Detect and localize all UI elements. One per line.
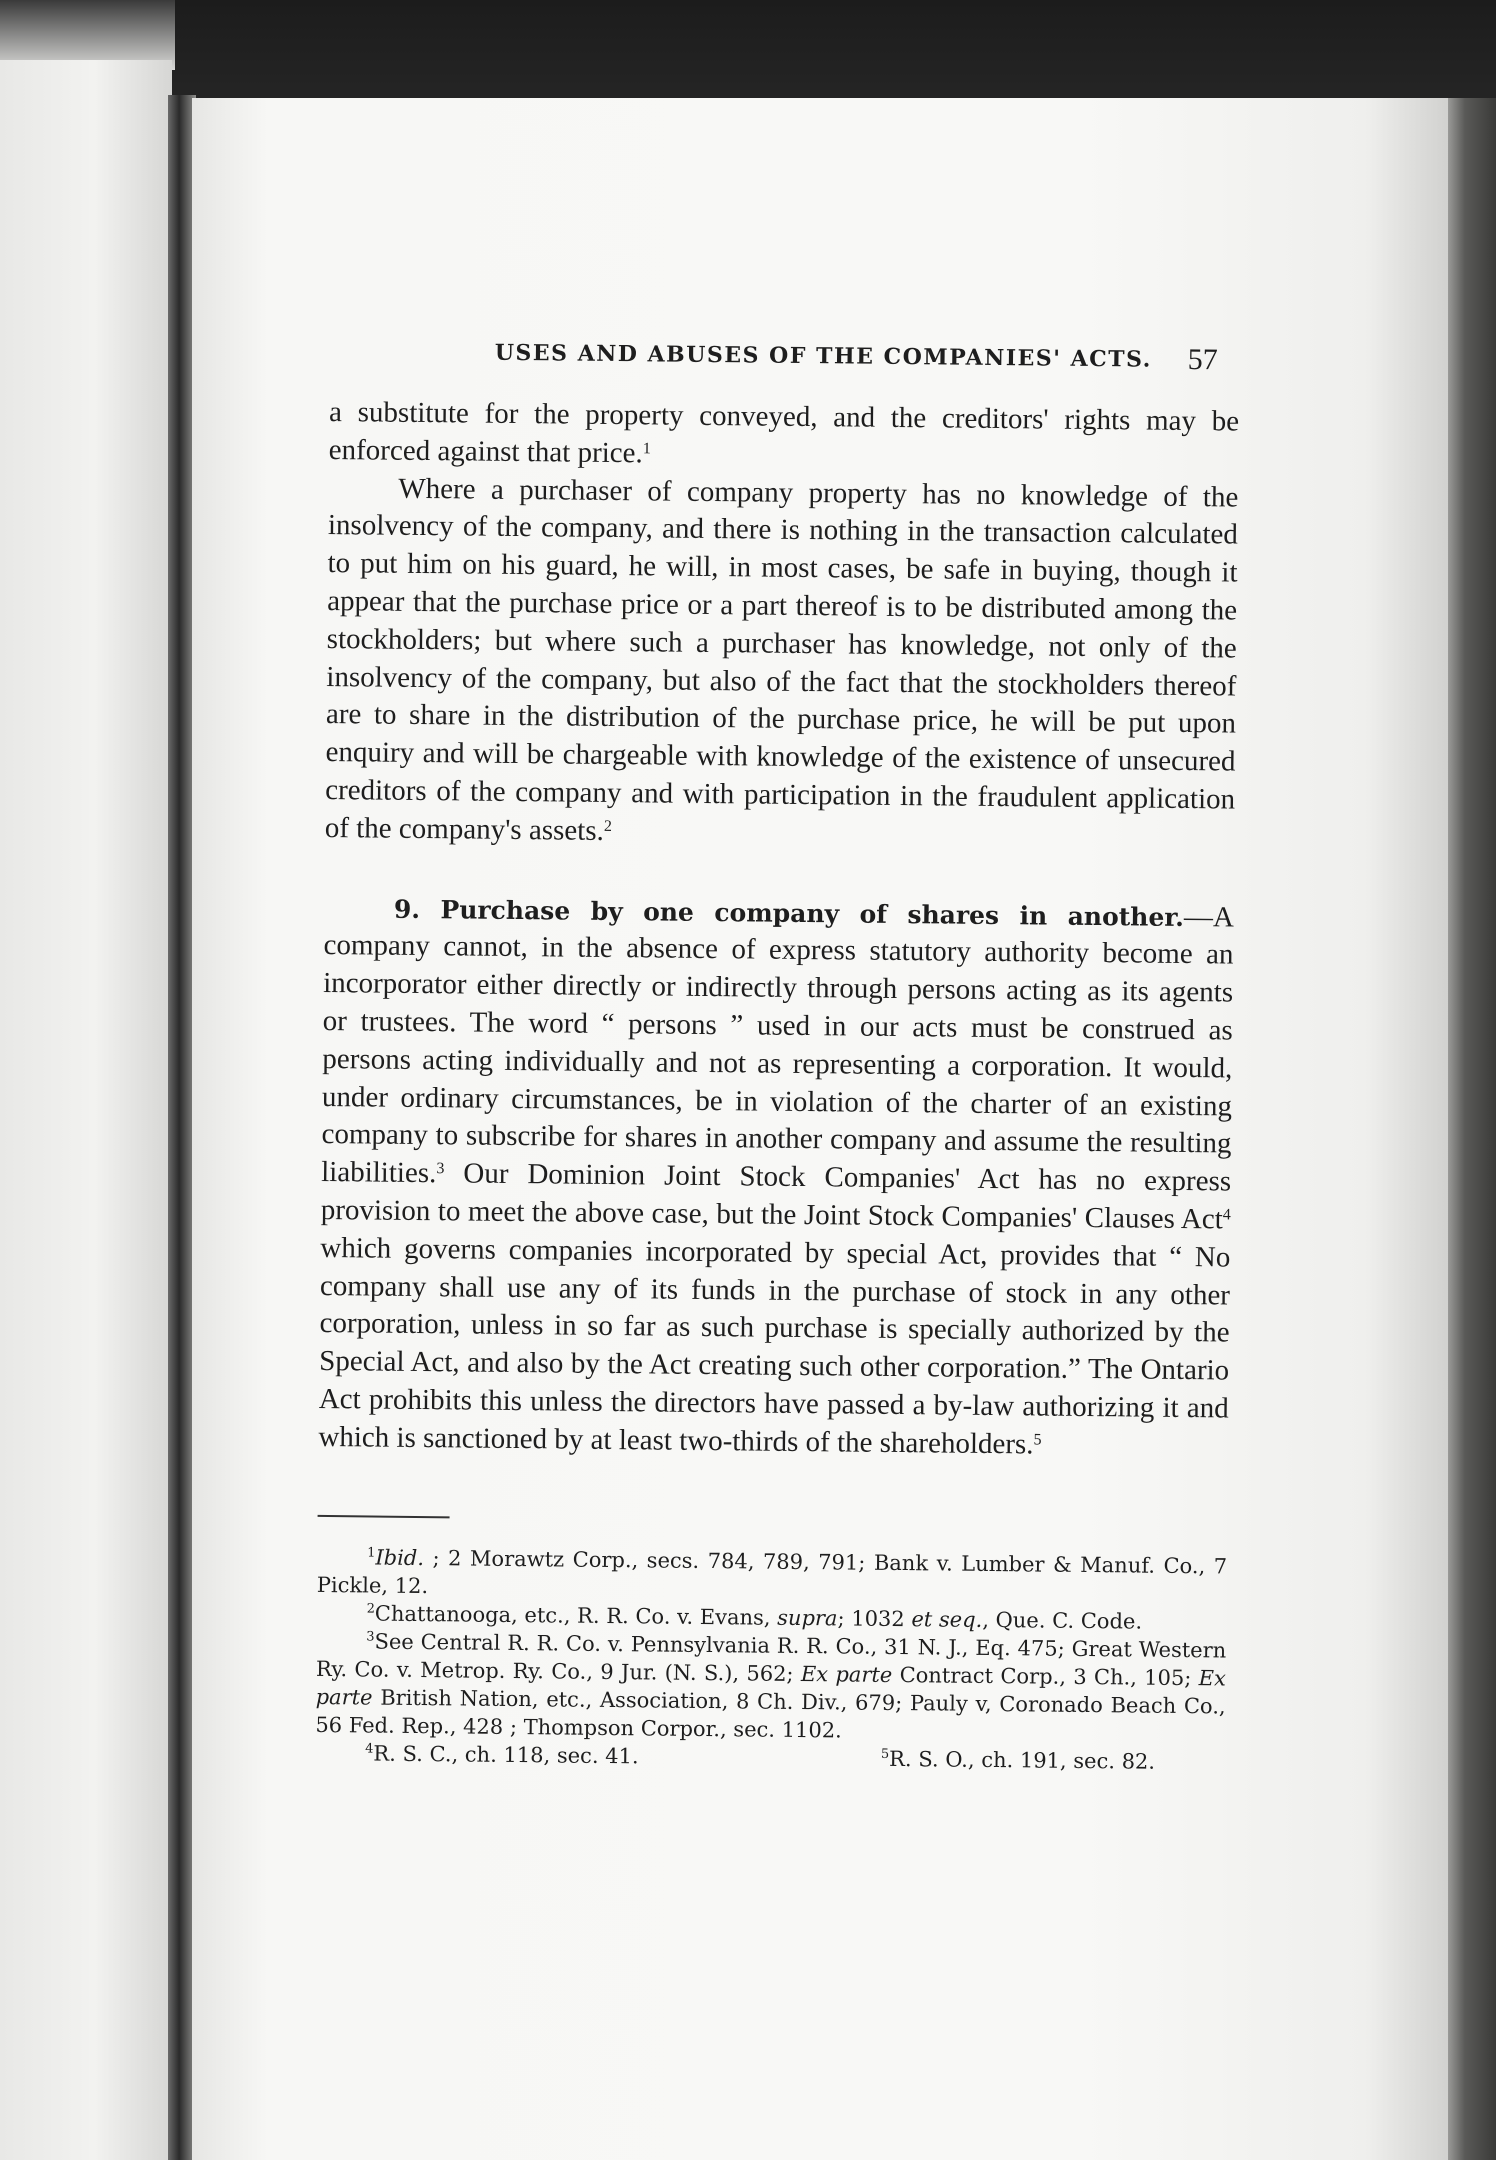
footnote-2-supra: supra bbox=[777, 1605, 838, 1630]
footnote-ref-3: 3 bbox=[436, 1160, 445, 1178]
footnote-3-marker: 3 bbox=[366, 1628, 375, 1645]
footnote-ref-2: 2 bbox=[603, 817, 612, 835]
footnote-2-text-c: , Que. C. Code. bbox=[982, 1607, 1143, 1634]
footnote-2-text-b: ; 1032 bbox=[837, 1605, 912, 1631]
footnote-2-marker: 2 bbox=[366, 1600, 375, 1617]
footnote-3 bbox=[315, 1626, 1226, 1748]
footnote-1 bbox=[317, 1542, 1228, 1608]
footnote-5-marker: 5 bbox=[880, 1746, 890, 1762]
footnote-ref-4: 4 bbox=[1222, 1206, 1231, 1224]
page-content bbox=[315, 330, 1240, 1776]
section-text-2: Our Dominion Joint Stock Companies' Act has no express provision to meet the above case, but the Joint Stock Companies' Clauses Act bbox=[320, 1157, 1232, 1236]
footnote-3-ex-parte-2: Ex parte bbox=[315, 1665, 1227, 1710]
footnote-ref-5: 5 bbox=[1033, 1431, 1042, 1449]
footnote-3-ex-parte-1: Ex parte bbox=[800, 1661, 893, 1687]
section-text-3: which governs companies incorporated by special Act, provides that “ No company shall use any of its funds in the purchase of stock in any other corporation, unless in so far as such purchase is specially authorized by the Special Act, and also by the Act creating such other corporation.” The Ontario Act prohibits this unless the directors have passed a by-law authorizing it and which is sanctioned by at least two-thirds of the shareholders. bbox=[318, 1231, 1231, 1461]
footnote-2-et-seq: et seq. bbox=[911, 1606, 983, 1632]
footnote-4-marker: 4 bbox=[365, 1740, 374, 1757]
footnote-1-text: ; 2 Morawtz Corp., secs. 784, 789, 791; Bank v. Lumber & Manuf. Co., 7 Pickle, 12. bbox=[316, 1545, 1228, 1598]
footnote-2-text-a: Chattanooga, etc., R. R. Co. v. Evans, bbox=[374, 1601, 778, 1630]
section-heading: 9. Purchase by one company of shares in another. bbox=[393, 894, 1185, 932]
paragraph-2 bbox=[325, 470, 1239, 857]
footnote-4-text: R. S. C., ch. 118, sec. 41. bbox=[373, 1741, 639, 1768]
footnotes bbox=[315, 1542, 1227, 1776]
footnote-ref-1: 1 bbox=[642, 440, 651, 458]
paragraph-2-text: Where a purchaser of company property has no knowledge of the insolvency of the company, and there is nothing in the transaction calculated to put him on his guard, he will, in most cases, be safe in buying, though it appear that the purchase price or a part thereof is to be distributed among the stockholders; but where such a purchaser has knowledge, not only of the insolvency of the company, but also of the fact that the stockholders thereof are to share in the distribution of the purchase price, he will be put upon enquiry and will be chargeable with knowledge of the existence of unsecured creditors of the company and with participation in the fraudulent application of the company's assets. bbox=[324, 472, 1239, 847]
left-page bbox=[0, 60, 172, 2160]
page-edge bbox=[1448, 98, 1496, 2160]
footnote-3-text-c: British Nation, etc., Association, 8 Ch. Div., 679; Pauly v, Coronado Beach Co., 56 Fed. Rep., 428 ; Thompson Corpor., sec. 1102. bbox=[315, 1685, 1226, 1742]
page-number: 57 bbox=[1187, 342, 1218, 377]
running-head: USES AND ABUSES OF THE COMPANIES' ACTS. bbox=[494, 339, 1152, 373]
paragraph-1-text: a substitute for the property conveyed, and the creditors' rights may be enforced against that price. bbox=[328, 395, 1240, 470]
section-text-1: —A company cannot, in the absence of express statutory authority become an incorporator either directly or indirectly through persons acting as its agents or trustees. The word “ persons ” used in our acts must be construed as persons acting individually and not as representing a corporation. It would, under ordinary circumstances, be in violation of the charter of an existing company to subscribe for shares in another company and assume the resulting liabilities. bbox=[321, 900, 1235, 1190]
footnote-3-text-a: See Central R. R. Co. v. Pennsylvania R. R. Co., 31 N. J., Eq. 475; Great Western Ry. Co. v. Metrop. Ry. Co., 9 Jur. (N. S.), 562; bbox=[315, 1629, 1227, 1686]
footnote-1-marker: 1 bbox=[367, 1544, 376, 1561]
footnote-rule bbox=[318, 1514, 450, 1517]
footnote-5 bbox=[881, 1744, 1156, 1775]
section-9-paragraph bbox=[318, 890, 1234, 1466]
footnote-5-text: R. S. O., ch. 191, sec. 82. bbox=[888, 1746, 1156, 1774]
paragraph-1 bbox=[329, 394, 1240, 479]
footnote-3-text-b: Contract Corp., 3 Ch., 105; bbox=[892, 1662, 1199, 1690]
footnote-4 bbox=[365, 1739, 639, 1770]
page-header bbox=[330, 330, 1240, 384]
footnote-1-ibid: Ibid. bbox=[375, 1545, 425, 1570]
